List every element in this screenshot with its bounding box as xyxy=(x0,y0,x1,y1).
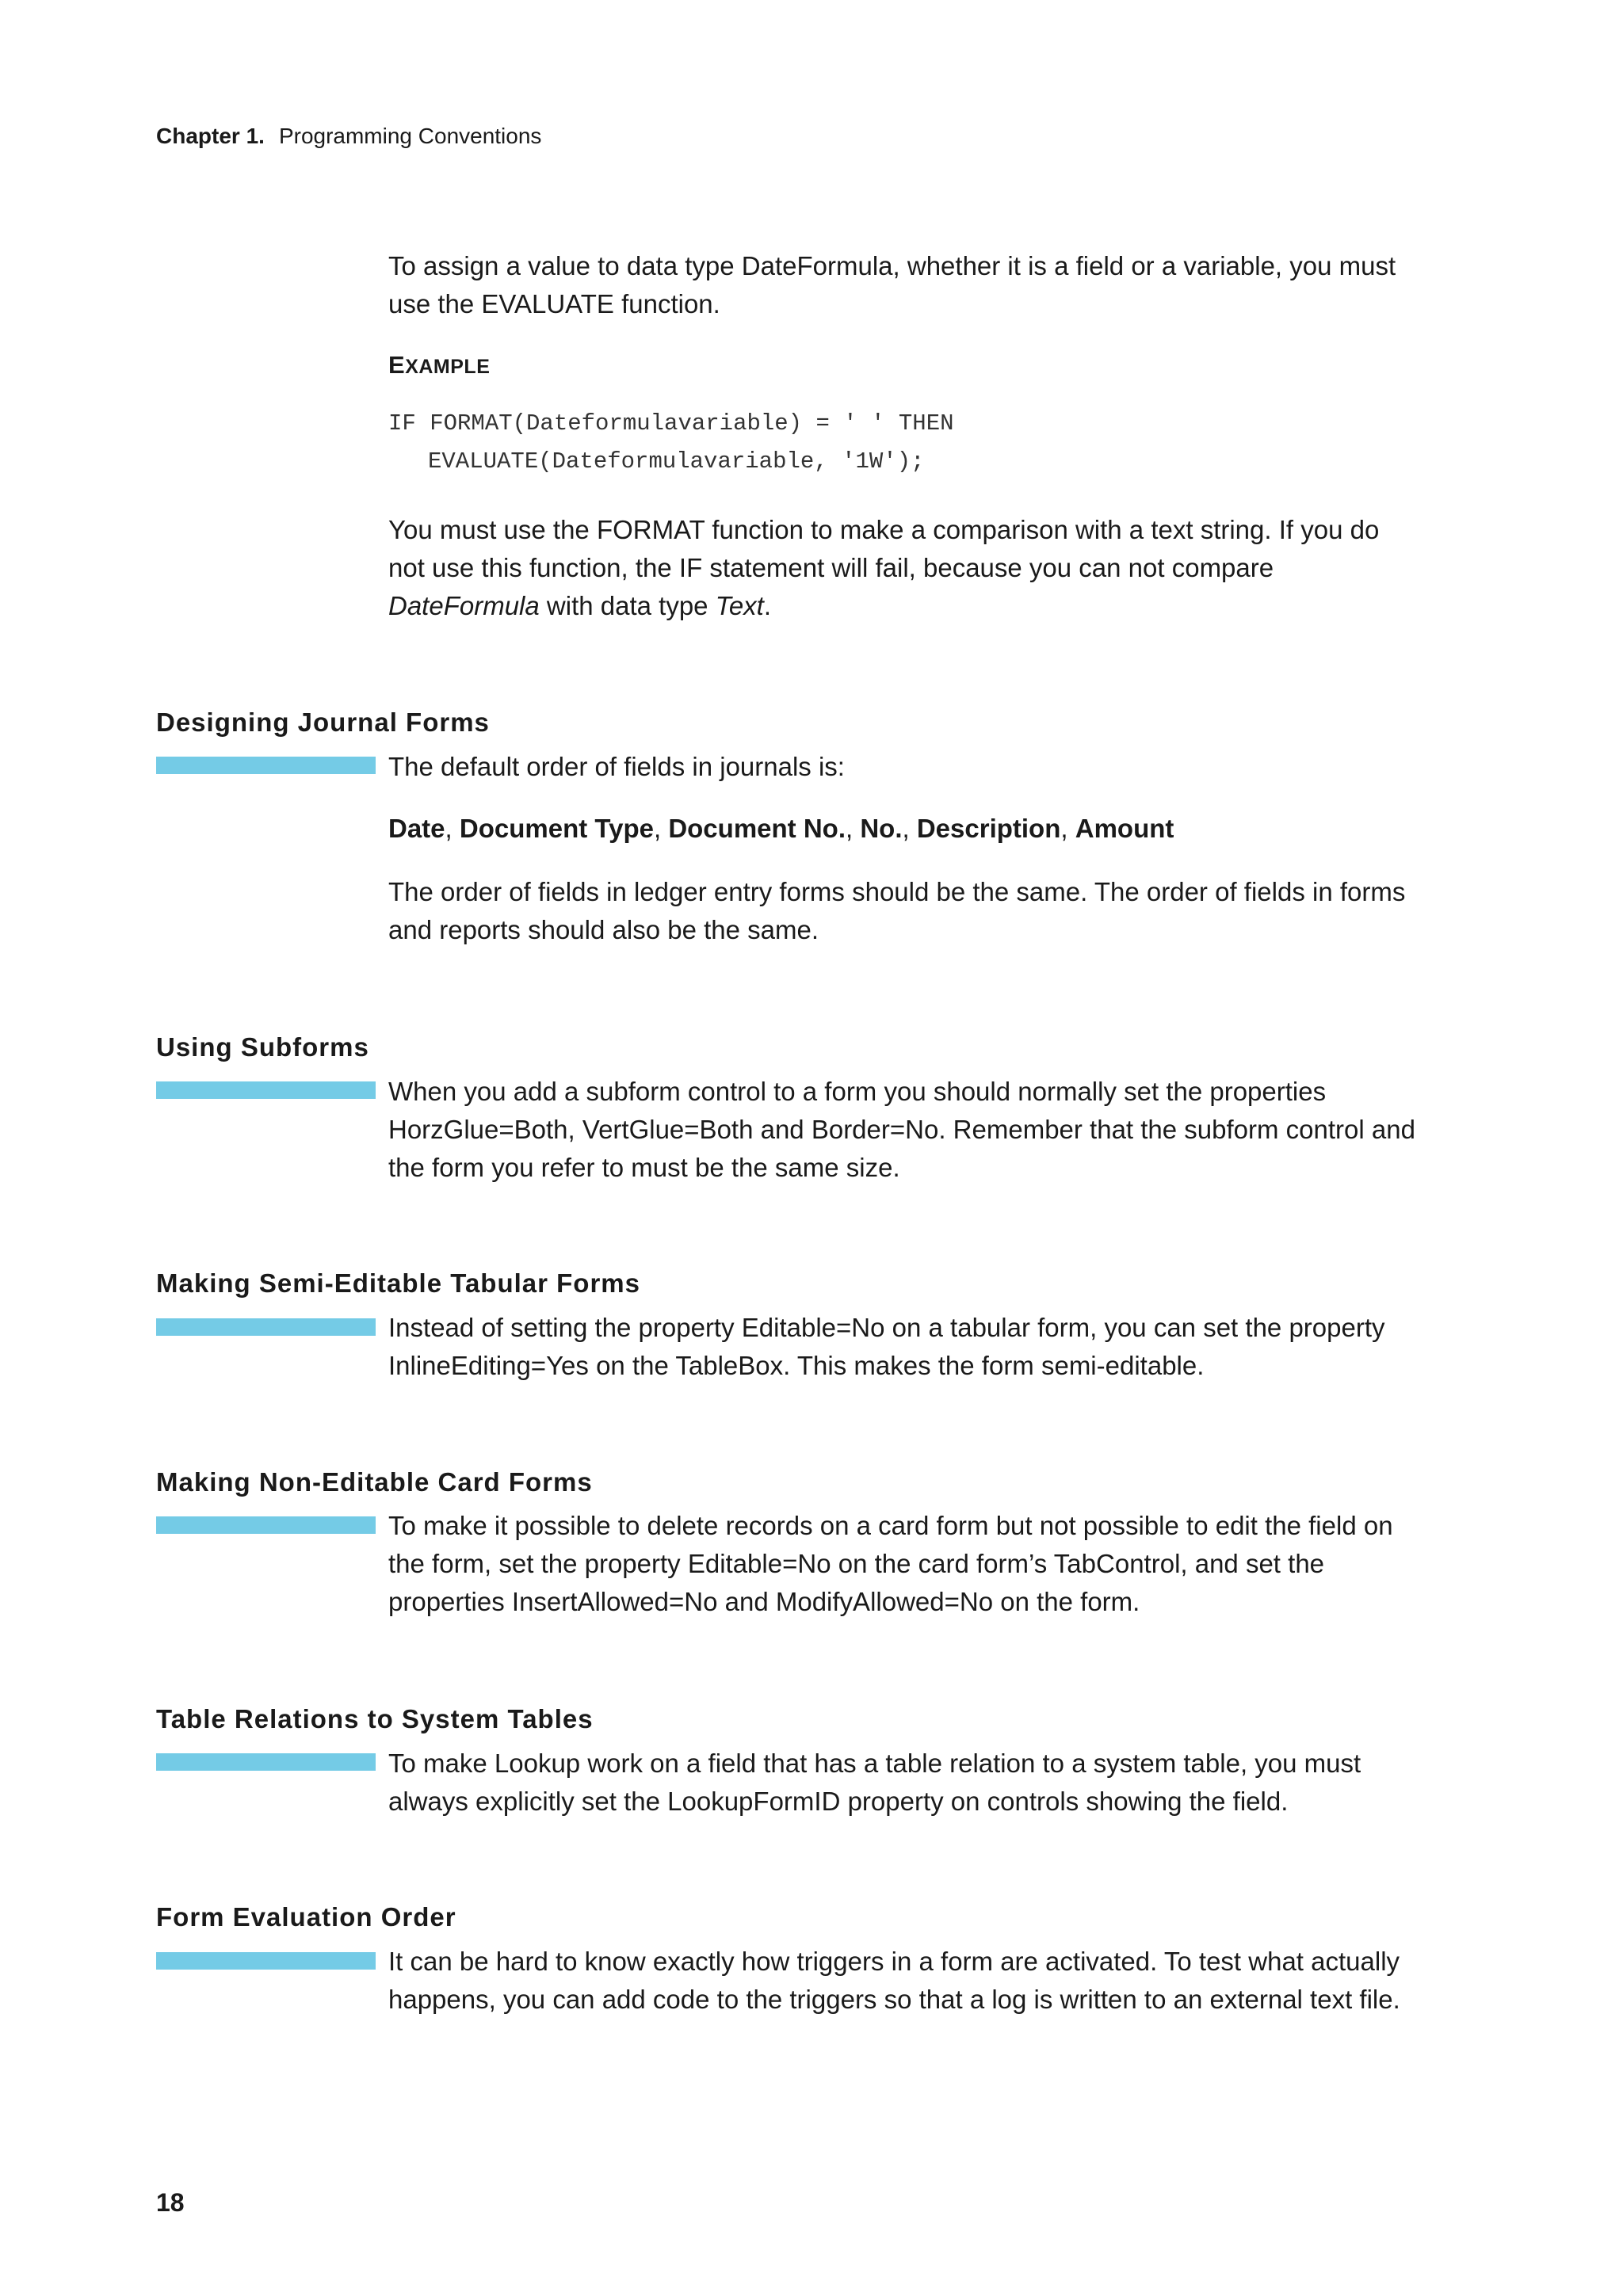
format-note-text: with data type xyxy=(539,591,716,620)
format-note-paragraph xyxy=(388,511,1419,625)
section-heading-non-editable: Making Non-Editable Card Forms xyxy=(156,1467,593,1497)
section-rule-bar xyxy=(156,757,376,774)
semi-editable-text: Instead of setting the property Editable=No on a tabular form, you can set the property InlineEditing=Yes on the TableBox. This makes the form semi-editable. xyxy=(388,1313,1385,1380)
format-note-italic: Text xyxy=(715,591,764,620)
section-rule-bar xyxy=(156,1516,376,1534)
section-heading-journal: Designing Journal Forms xyxy=(156,707,490,737)
field-separator: , xyxy=(1060,814,1075,843)
field-separator: , xyxy=(653,814,669,843)
field-name: Document No. xyxy=(668,814,846,843)
format-note-text: . xyxy=(763,591,772,620)
code-line: IF FORMAT(Dateformulavariable) = ' ' THEN xyxy=(388,410,954,437)
field-name: Description xyxy=(916,814,1061,843)
field-separator: , xyxy=(845,814,861,843)
section-rule-bar xyxy=(156,1081,376,1099)
journal-field-order xyxy=(388,813,1174,845)
field-name: No. xyxy=(860,814,903,843)
format-note-text: You must use the FORMAT function to make a comparison with a text string. If you do not use this function, the IF statement will fail, because you can not compare xyxy=(388,515,1380,582)
journal-order-note: The order of fields in ledger entry forms should be the same. The order of fields in forms and reports should also be the same. xyxy=(388,877,1406,944)
field-name: Amount xyxy=(1075,814,1174,843)
non-editable-text: To make it possible to delete records on a card form but not possible to edit the field on the form, set the property Editable=No on the card form’s TabControl, and set the properties InsertAllowed=No and ModifyAllowed=No on the form. xyxy=(388,1511,1393,1616)
subforms-text: When you add a subform control to a form you should normally set the properties HorzGlue=Both, VertGlue=Both and Border=No. Remember that the subform control and the form you refer to must be the same size. xyxy=(388,1077,1415,1182)
evaluation-order-text: It can be hard to know exactly how triggers in a form are activated. To test what actually happens, you can add code to the triggers so that a log is written to an external text file. xyxy=(388,1947,1400,2014)
section-heading-subforms: Using Subforms xyxy=(156,1032,369,1062)
journal-intro-text: The default order of fields in journals is: xyxy=(388,752,845,781)
section-heading-evaluation-order: Form Evaluation Order xyxy=(156,1902,456,1932)
field-name: Document Type xyxy=(459,814,654,843)
section-heading-table-relations: Table Relations to System Tables xyxy=(156,1704,594,1733)
page-number: 18 xyxy=(156,2188,185,2217)
chapter-label: Chapter 1. xyxy=(156,124,265,148)
example-label-cap: E xyxy=(388,351,406,379)
field-separator: , xyxy=(902,814,917,843)
example-label-rest: XAMPLE xyxy=(405,356,491,378)
intro-paragraph: To assign a value to data type DateFormula, whether it is a field or a variable, you must use the EVALUATE function. xyxy=(388,251,1396,318)
example-label xyxy=(388,353,490,379)
chapter-title: Programming Conventions xyxy=(278,124,542,148)
code-line: EVALUATE(Dateformulavariable, '1W'); xyxy=(428,448,925,475)
field-name: Date xyxy=(388,814,445,843)
section-rule-bar xyxy=(156,1318,376,1336)
running-head xyxy=(156,124,541,149)
section-rule-bar xyxy=(156,1753,376,1771)
table-relations-text: To make Lookup work on a field that has a table relation to a system table, you must always explicitly set the LookupFormID property on controls showing the field. xyxy=(388,1749,1361,1816)
format-note-italic: DateFormula xyxy=(388,591,540,620)
section-heading-semi-editable: Making Semi-Editable Tabular Forms xyxy=(156,1268,641,1298)
field-separator: , xyxy=(445,814,460,843)
section-rule-bar xyxy=(156,1952,376,1970)
